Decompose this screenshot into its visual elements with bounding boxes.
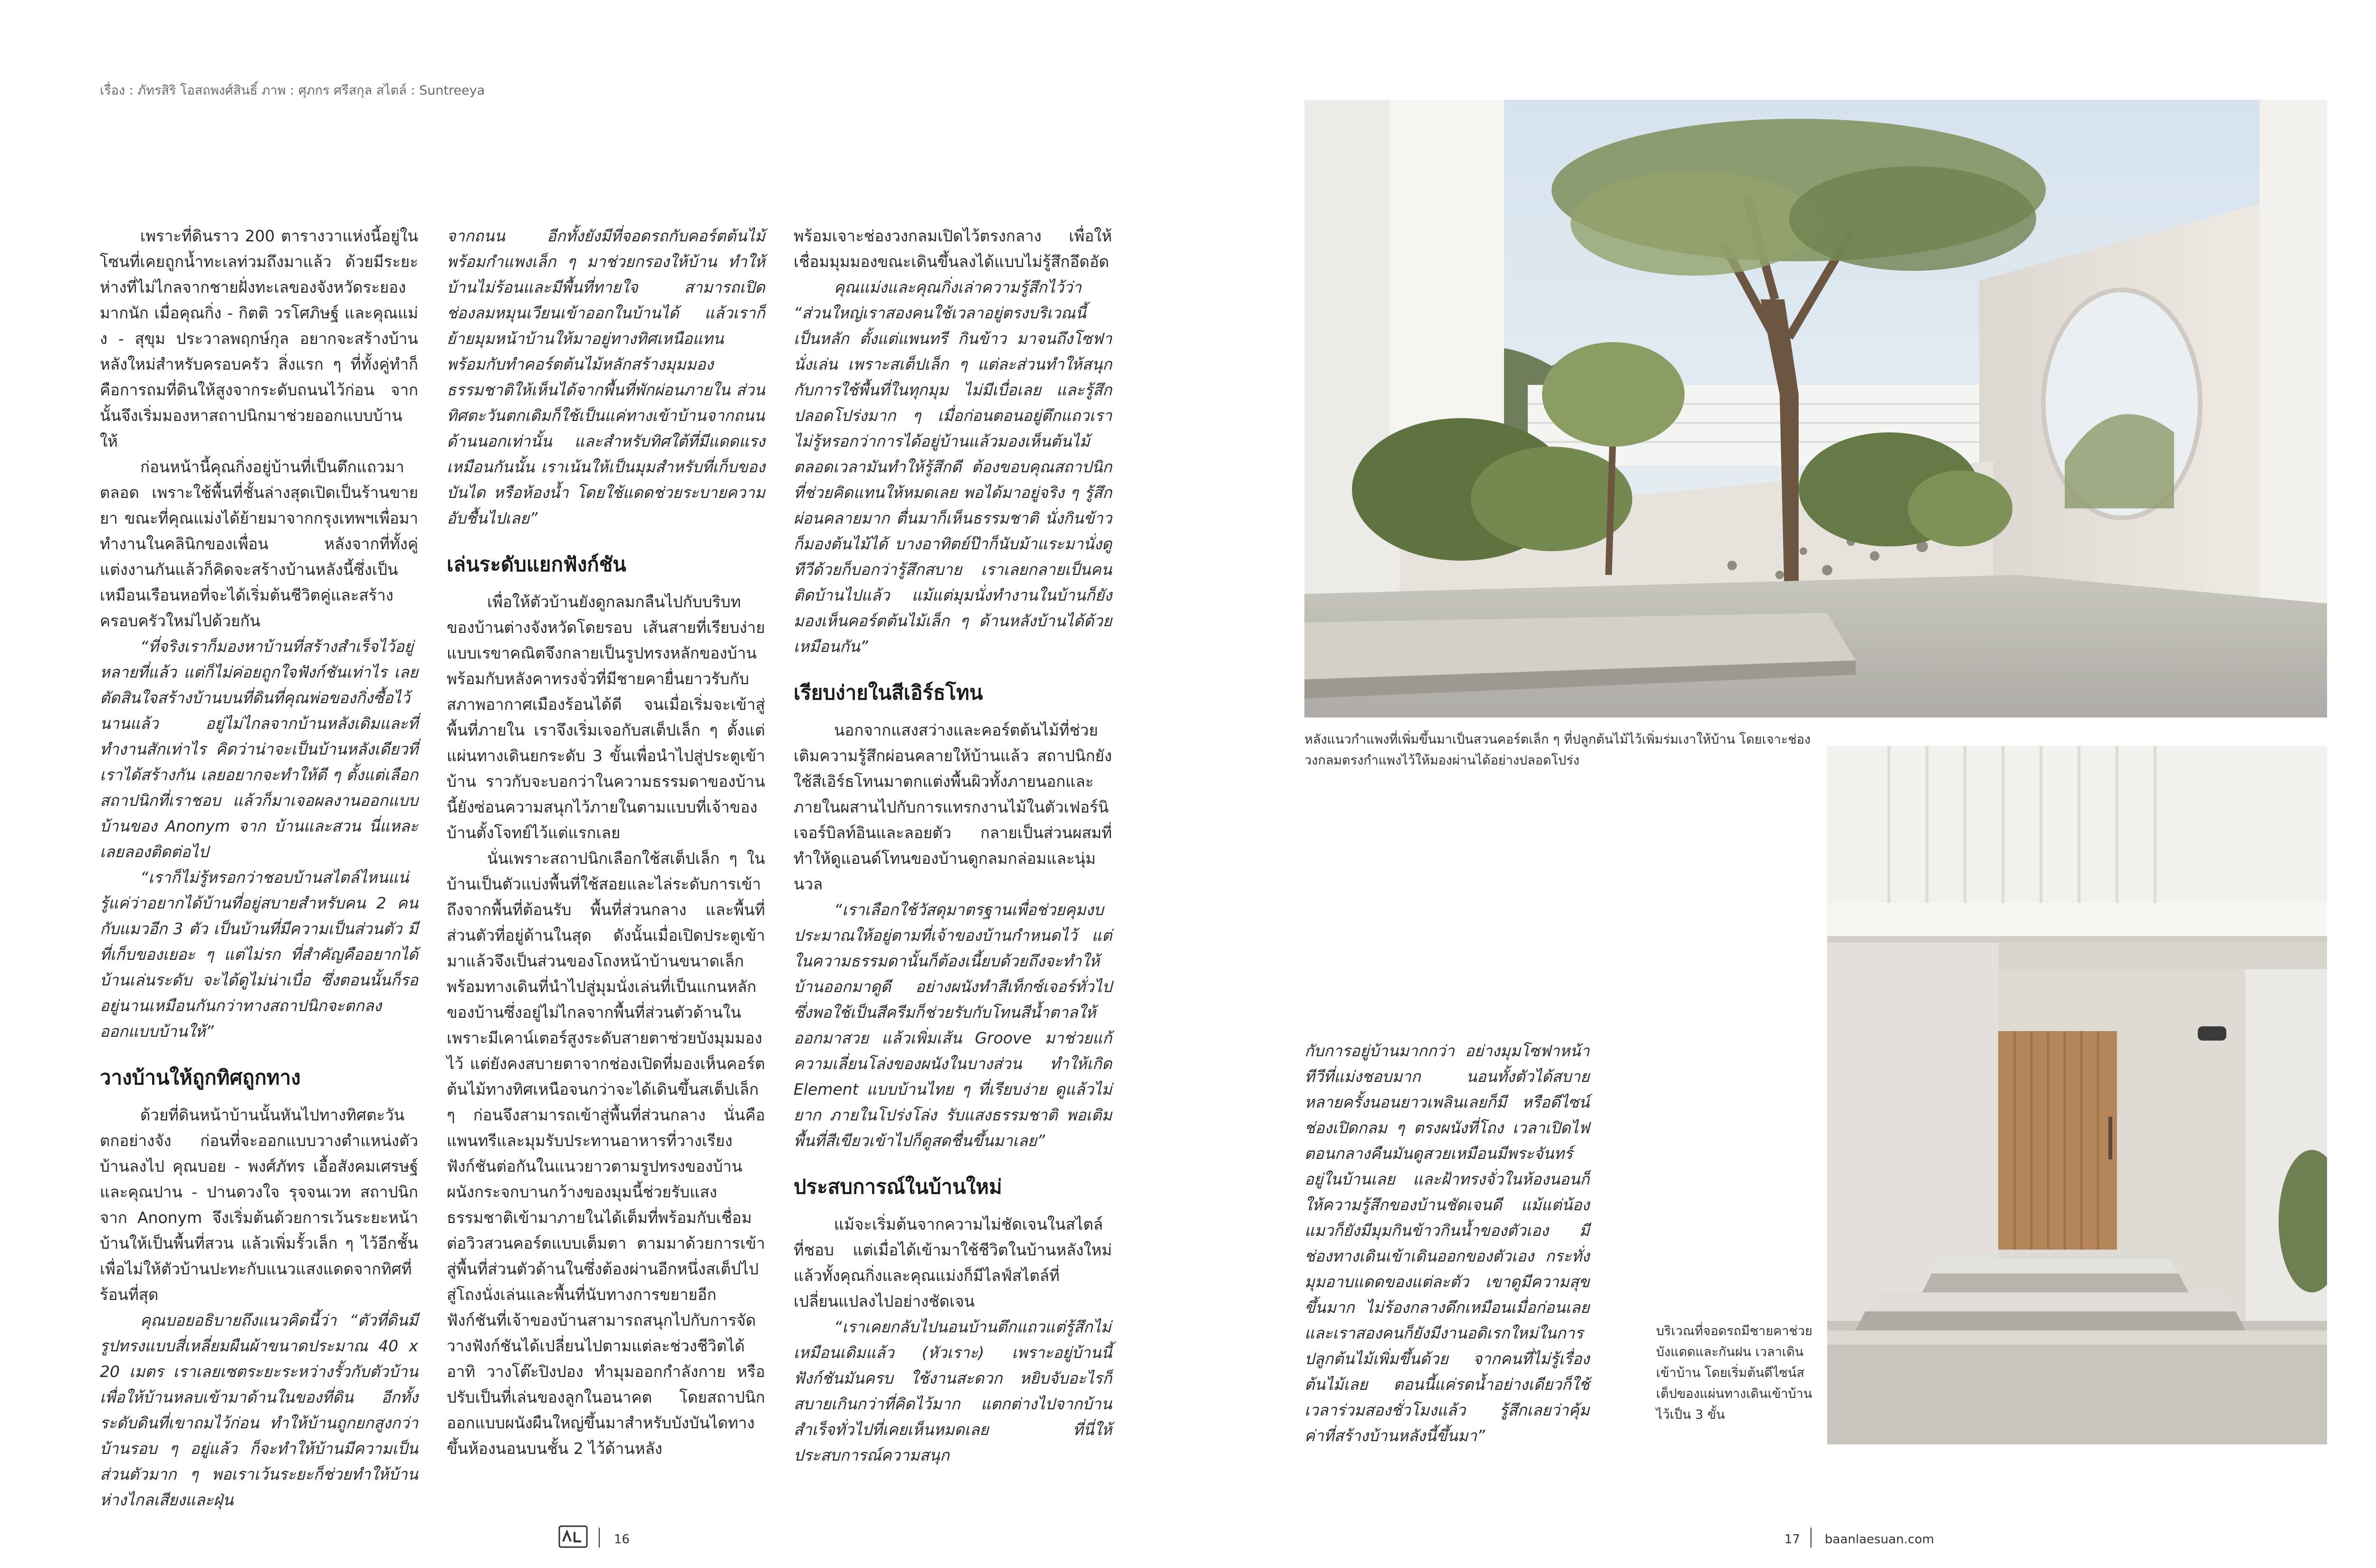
section-heading: เล่นระดับแยกฟังก์ชัน (447, 553, 626, 576)
byline-credit: เรื่อง : ภัทรสิริ โอสถพงศ์สินธิ์ ภาพ : ศุภกร ศรีสกุล สไตล์ : Suntreeya (100, 83, 485, 98)
quote-paragraph: คุณแม่งและคุณกิ่งเล่าความรู้สึกไว้ว่า “ส่วนใหญ่เราสองคนใช้เวลาอยู่ตรงบริเวณนี้เป็นหลัก ตั้งแต่แพนทรี กินข้าว มาจนถึงโซฟานั่งเล่น เพราะสเต็ปเล็ก ๆ แต่ละส่วนทำให้สนุกกับการใช้พื้นที่ในทุกมุม ไม่มีเบื่อเลย และรู้สึกปลอดโปร่งมาก ๆ เมื่อก่อนตอนอยู่ตึกแถวเราไม่รู้หรอกว่าการได้อยู่บ้านแล้วมองเห็นต้นไม้ตลอดเวลามันทำให้รู้สึกดี ต้องขอบคุณสถาปนิกที่ช่วยคิดแทนให้หมดเลย พอได้มาอยู่จริง ๆ รู้สึกผ่อนคลายมาก ตื่นมาก็เห็นธรรมชาติ นั่งกินข้าวก็มองต้นไม้ได้ บางอาทิตย์ป๊าก็นับม้าแระมานั่งดูทีวีด้วยก็บอกว่ารู้สึกสบาย เราเลยกลายเป็นคนติดบ้านไปแล้ว แม้แต่มุมนั่งทำงานในบ้านก็ยังมองเห็นคอร์ตต้นไม้เล็ก ๆ ด้านหลังบ้านได้ด้วยเหมือนกัน” (794, 278, 1112, 656)
quote-paragraph: “เราเคยกลับไปนอนบ้านตึกแถวแต่รู้สึกไม่เหมือนเดิมแล้ว (หัวเราะ) เพราะอยู่บ้านนี้ฟังก์ชันมันครบ ใช้งานสะดวก หยิบจับอะไรก็สบายเกินกว่าที่คิดไว้มาก แตกต่างไปจากบ้านสำเร็จทั่วไปที่เคยเห็นหมดเลย ที่นี่ให้ประสบการณ์ความสนุก (794, 1318, 1112, 1464)
website-url: baanlaesuan.com (1825, 1532, 1935, 1547)
photo-caption: บริเวณที่จอดรถมีชายคาช่วยบังแดดและกันฝน เวลาเดินเข้าบ้าน โดยเริ่มต้นดีไซน์สเต็ปของแผ่นทางเดินเข้าบ้านไว้เป็น 3 ขั้น (1656, 1324, 1812, 1422)
quote-paragraph: “เราเลือกใช้วัสดุมาตรฐานเพื่อช่วยคุมงบประมาณให้อยู่ตามที่เจ้าของบ้านกำหนดไว้ แต่ในความธรรมดานั้นก็ต้องเนี้ยบด้วยถึงจะทำให้บ้านออกมาดูดี อย่างผนังทำสีเท็กซ์เจอร์ทั่วไป ซึ่งพอใช้เป็นสีครีมก็ช่วยรับกับโทนสีน้ำตาลให้ออกมาสวย แล้วเพิ่มเส้น Groove มาช่วยแก้ความเลี่ยนโล่งของผนังในบางส่วน ทำให้เกิด Element แบบบ้านไทย ๆ ที่เรียบง่าย ดูแล้วไม่ยาก ภายในโปร่งโล่ง รับแสงธรรมชาติ พอเติมพื้นที่สีเขียวเข้าไปก็ดูสดชื่นขึ้นมาเลย” (794, 900, 1112, 1150)
article-column-4 (1304, 1038, 1590, 1449)
quote-paragraph: “ที่จริงเราก็มองหาบ้านที่สร้างสำเร็จไว้อยู่หลายที่แล้ว แต่ก็ไม่ค่อยถูกใจฟังก์ชันเท่าไร เลยตัดสินใจสร้างบ้านบนที่ดินที่คุณพ่อของกิ่งซื้อไว้นานแล้ว อยู่ไม่ไกลจากบ้านหลังเดิมและที่ทำงานสักเท่าไร คิดว่าน่าจะเป็นบ้านหลังเดียวที่เราได้สร้างกัน เลยอยากจะทำให้ดี ๆ ตั้งแต่เลือกสถาปนิกที่เราชอบ แล้วก็มาเจอผลงานออกแบบบ้านของ Anonym จาก บ้านและสวน นี่แหละ เลยลองติดต่อไป (100, 637, 418, 861)
paragraph: นั่นเพราะสถาปนิกเลือกใช้สเต็ปเล็ก ๆ ในบ้านเป็นตัวแบ่งพื้นที่ใช้สอยและไล่ระดับการเข้าถึงจากพื้นที่ต้อนรับ พื้นที่ส่วนกลาง และพื้นที่ส่วนตัวที่อยู่ด้านในสุด ดังนั้นเมื่อเปิดประตูเข้ามาแล้วจึงเป็นส่วนของโถงหน้าบ้านขนาดเล็ก พร้อมทางเดินที่นำไปสู่มุมนั่งเล่นที่เป็นแกนหลักของบ้านซึ่งอยู่ไม่ไกลจากพื้นที่ส่วนตัวด้านใน เพราะมีเคาน์เตอร์สูงระดับสายตาช่วยบังมุมมองไว้ แต่ยังคงสบายตาจากช่องเปิดที่มองเห็นคอร์ตต้นไม้ทางทิศเหนือจนกว่าจะได้เดินขึ้นสเต็ปเล็ก ๆ ก่อนจึงสามารถเข้าสู่พื้นที่ส่วนกลาง นั่นคือแพนทรีและมุมรับประทานอาหารที่วางเรียงฟังก์ชันต่อกันในแนวยาวตามรูปทรงของบ้าน ผนังกระจกบานกว้างของมุมนี้ช่วยรับแสงธรรมชาติเข้ามาภายในได้เต็มที่พร้อมกับเชื่อมต่อวิวสวนคอร์ตแบบเต็มตา ตามมาด้วยการเข้าสู่พื้นที่ส่วนตัวด้านในซึ่งต้องผ่านอีกหนึ่งสเต็ปไปสู่โถงนั่งเล่นและพื้นที่นับทางการขยายอีกฟังก์ชันที่เจ้าของบ้านสามารถสนุกไปกับการจัดวางฟังก์ชันได้เปลี่ยนไปตามแต่ละช่วงชีวิตได้ อาทิ วางโต๊ะปิงปอง ทำมุมออกกำลังกาย หรือปรับเป็นที่เล่นของลูกในอนาคต โดยสถาปนิกออกแบบผนังผืนใหญ่ขึ้นมาสำหรับบังบันไดทางขึ้นห้องนอนบนชั้น 2 ไว้ด้านหลัง (447, 849, 765, 1458)
page-number-left: 16 (614, 1532, 630, 1547)
paragraph: พร้อมเจาะช่องวงกลมเปิดไว้ตรงกลาง เพื่อให้เชื่อมมุมมองขณะเดินขึ้นลงได้แบบไม่รู้สึกอึดอัด (794, 227, 1112, 271)
paragraph: เพื่อให้ตัวบ้านยังดูกลมกลืนไปกับบริบทของบ้านต่างจังหวัดโดยรอบ เส้นสายที่เรียบง่ายแบบเรขาคณิตจึงกลายเป็นรูปทรงหลักของบ้าน พร้อมกับหลังคาทรงจั่วที่มีชายคายื่นยาวรับกับสภาพอากาศเมืองร้อนได้ดี จนเมื่อเริ่มจะเข้าสู่พื้นที่ภายใน เราจึงเริ่มเจอกับสเต็ปเล็ก ๆ ตั้งแต่แผ่นทางเดินยกระดับ 3 ขั้นเพื่อนำไปสู่ประตูเข้าบ้าน ราวกับจะบอกว่าในความธรรมดาของบ้านนี้ยังซ่อนความสนุกไว้ภายในตามแบบที่เจ้าของบ้านตั้งโจทย์ไว้แต่แรกเลย (447, 593, 765, 842)
paragraph: แม้จะเริ่มต้นจากความไม่ชัดเจนในสไตล์ที่ชอบ แต่เมื่อได้เข้ามาใช้ชีวิตในบ้านหลังใหม่แล้วทั้งคุณกิ่งและคุณแม่งก็มีไลฟ์สไตล์ที่เปลี่ยนแปลงไปอย่างชัดเจน (794, 1215, 1112, 1310)
paragraph: นอกจากแสงสว่างและคอร์ตต้นไม้ที่ช่วยเติมความรู้สึกผ่อนคลายให้บ้านแล้ว สถาปนิกยังใช้สีเอิร์ธโทนมาตกแต่งพื้นผิวทั้งภายนอกและภายในผสานไปกับการแทรกงานไม้ในตัวเฟอร์นิเจอร์บิลท์อินและลอยตัว กลายเป็นส่วนผสมที่ทำให้ดูแอนด์โทนของบ้านดูกลมกล่อมและนุ่มนวล (794, 721, 1112, 893)
paragraph: เพราะที่ดินราว 200 ตารางวาแห่งนี้อยู่ในโซนที่เคยถูกน้ำทะเลท่วมถึงมาแล้ว ด้วยมีระยะห่างที่ไม่ไกลจากชายฝั่งทะเลของจังหวัดระยองมากนัก เมื่อคุณกิ่ง - กิตติ วรโศภิษฐ์ และคุณแม่ง - สุขุม ประวาลพฤกษ์กุล อยากจะสร้างบ้านหลังใหม่สำหรับครอบครัว สิ่งแรก ๆ ที่ทั้งคู่ทำก็คือการถมที่ดินให้สูงจากระดับถนนไว้ก่อน จากนั้นจึงเริ่มมองหาสถาปนิกมาช่วยออกแบบบ้านให้ (100, 227, 418, 450)
paragraph: ด้วยที่ดินหน้าบ้านนั้นหันไปทางทิศตะวันตกอย่างจัง ก่อนที่จะออกแบบวางตำแหน่งตัวบ้านลงไป คุณบอย - พงศ์ภัทร เอื้อสังคมเศรษฐ์ และคุณปาน - ปานดวงใจ รุจจนเวท สถาปนิกจาก Anonym จึงเริ่มต้นด้วยการเว้นระยะหน้าบ้านให้เป็นพื้นที่สวน แล้วเพิ่มรั้วเล็ก ๆ ไว้อีกชั้นเพื่อไม่ให้ตัวบ้านปะทะกับแนวแสงแดดจากทิศที่ร้อนที่สุด (100, 1106, 418, 1304)
quote-paragraph: “เราก็ไม่รู้หรอกว่าชอบบ้านสไตล์ไหนแน่ รู้แค่ว่าอยากได้บ้านที่อยู่สบายสำหรับคน 2 คนกับแมวอีก 3 ตัว เป็นบ้านที่มีความเป็นส่วนตัว มีที่เก็บของเยอะ ๆ แต่ไม่รก ที่สำคัญคืออยากได้บ้านเล่นระดับ จะได้ดูไม่น่าเบื่อ ซึ่งตอนนั้นก็รออยู่นานเหมือนกันกว่าทางสถาปนิกจะตกลงออกแบบบ้านให้” (100, 868, 418, 1041)
article-column-2 (447, 223, 765, 1462)
house-entrance-photo (1827, 746, 2327, 1444)
article-column-1 (100, 223, 418, 1513)
courtyard-garden-photo (1304, 100, 2327, 717)
quote-paragraph: จากถนน อีกทั้งยังมีที่จอดรถกับคอร์ตต้นไม้พร้อมกำแพงเล็ก ๆ มาช่วยกรองให้บ้าน ทำให้บ้านไม่ร้อนและมีพื้นที่ทายใจ สามารถเปิดช่องลมหมุนเวียนเข้าออกในบ้านได้ แล้วเราก็ย้ายมุมหน้าบ้านให้มาอยู่ทางทิศเหนือแทน พร้อมกับทำคอร์ตต้นไม้หลักสร้างมุมมองธรรมชาติให้เห็นได้จากพื้นที่พักผ่อนภายใน ส่วนทิศตะวันตกเดิมก็ใช้เป็นแค่ทางเข้าบ้านจากถนนด้านนอกเท่านั้น และสำหรับทิศใต้ที่มีแดดแรงเหมือนกันนั้น เราเน้นให้เป็นมุมสำหรับที่เก็บของ บันได หรือห้องน้ำ โดยใช้แดดช่วยระบายความอับชื้นไปเลย” (447, 227, 765, 527)
photo-caption: หลังแนวกำแพงที่เพิ่มขึ้นมาเป็นสวนคอร์ตเล็ก ๆ ที่ปลูกต้นไม้ไว้เพิ่มร่มเงาให้บ้าน โดยเจาะช่องวงกลมตรงกำแพงไว้ให้มองผ่านได้อย่างปลอดโปร่ง (1304, 732, 1811, 768)
quote-paragraph: กับการอยู่บ้านมากกว่า อย่างมุมโซฟาหน้าทีวีที่แม่งชอบมาก นอนทั้งตัวได้สบาย หลายครั้งนอนยาวเพลินเลยก็มี หรือดีไซน์ช่องเปิดกลม ๆ ตรงผนังที่โถง เวลาเปิดไฟตอนกลางคืนมันดูสวยเหมือนมีพระจันทร์อยู่ในบ้านเลย และฝ้าทรงจั่วในห้องนอนก็ให้ความรู้สึกของบ้านชัดเจนดี แม้แต่น้องแมวก็ยังมีมุมกินข้าวกินน้ำของตัวเอง มีช่องทางเดินเข้าเดินออกของตัวเอง กระทั่งมุมอาบแดดของแต่ละตัว เขาดูมีความสุขขึ้นมาก ไม่ร้องกลางดึกเหมือนเมื่อก่อนเลย และเราสองคนก็ยังมีงานอดิเรกใหม่ในการปลูกต้นไม้เพิ่มขึ้นด้วย จากคนที่ไม่รู้เรื่องต้นไม้เลย ตอนนี้แค่รดน้ำอย่างเดียวก็ใช้เวลาร่วมสองชั่วโมงแล้ว รู้สึกเลยว่าคุ้มค่าที่สร้างบ้านหลังนี้ขึ้นมา” (1304, 1042, 1590, 1445)
section-heading: ประสบการณ์ในบ้านใหม่ (794, 1175, 1002, 1198)
section-heading: วางบ้านให้ถูกทิศถูกทาง (100, 1066, 301, 1089)
quote-paragraph: คุณบอยอธิบายถึงแนวคิดนี้ว่า “ตัวที่ดินมีรูปทรงแบบสี่เหลี่ยมผืนผ้าขนาดประมาณ 40 x 20 เมตร เราเลยเซตระยะระหว่างรั้วกับตัวบ้าน เพื่อให้บ้านหลบเข้ามาด้านในของที่ดิน อีกทั้งระดับดินที่เขาถมไว้ก่อน ทำให้บ้านถูกยกสูงกว่าบ้านรอบ ๆ อยู่แล้ว ก็จะทำให้บ้านมีความเป็นส่วนตัวมาก ๆ พอเราเว้นระยะก็ช่วยทำให้บ้านห่างไกลเสียงและฝุ่น (100, 1311, 418, 1509)
paragraph: ก่อนหน้านี้คุณกิ่งอยู่บ้านที่เป็นตึกแถวมาตลอด เพราะใช้พื้นที่ชั้นล่างสุดเปิดเป็นร้านขายยา ขณะที่คุณแม่งได้ย้ายมาจากกรุงเทพฯเพื่อมาทำงานในคลินิกของเพื่อน หลังจากที่ทั้งคู่แต่งงานกันแล้วก็คิดจะสร้างบ้านหลังนี้ซึ่งเป็นเหมือนเรือนหอที่จะได้เริ่มต้นชีวิตคู่และสร้างครอบครัวใหม่ไปด้วยกัน (100, 458, 418, 630)
footer-divider (599, 1528, 600, 1548)
article-column-3 (794, 223, 1112, 1468)
magazine-logo-icon (558, 1524, 588, 1549)
section-heading: เรียบง่ายในสีเอิร์ธโทน (794, 681, 983, 704)
page-number-right: 17 (1784, 1532, 1801, 1547)
